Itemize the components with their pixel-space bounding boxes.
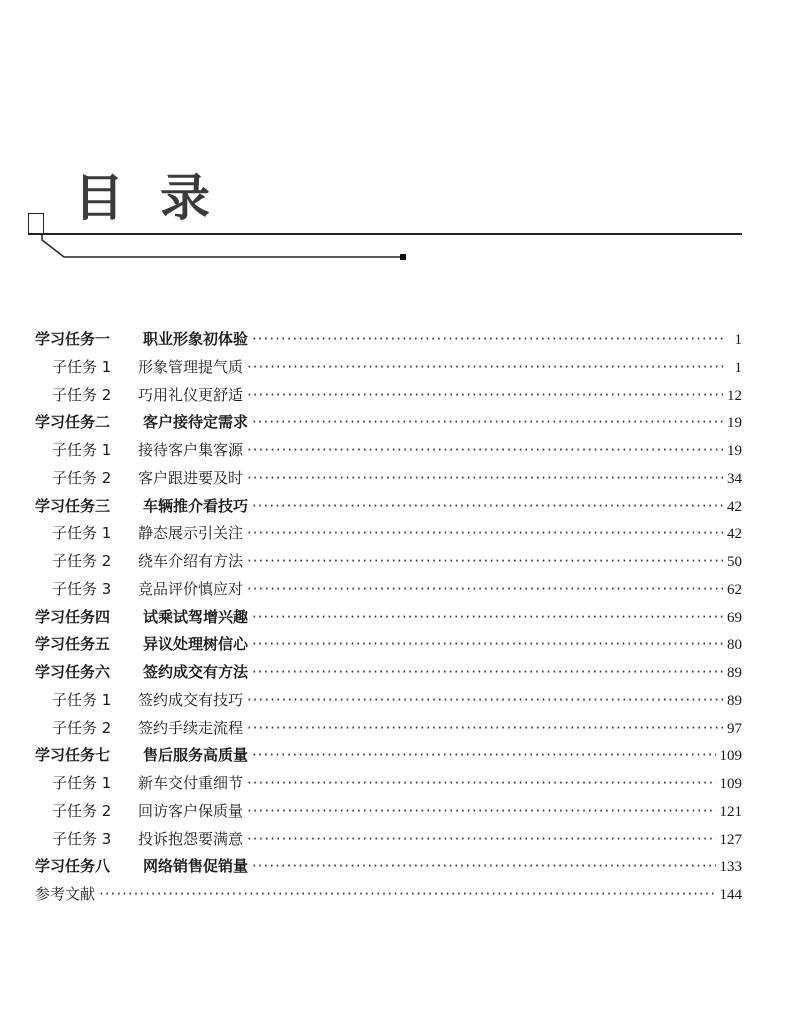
dot-leader xyxy=(252,326,726,354)
entry-page-number: 50 xyxy=(727,554,742,570)
entry-label: 子任务 2 xyxy=(52,718,112,737)
entry-title: 职业形象初体验 xyxy=(143,330,249,348)
entry-page-number: 109 xyxy=(719,776,742,792)
entry-title: 异议处理树信心 xyxy=(143,635,249,654)
entry-label: 学习任务五 xyxy=(35,635,111,654)
dot-leader xyxy=(247,770,715,798)
entry-title: 签约成交有方法 xyxy=(143,663,249,681)
entry-title: 新车交付重细节 xyxy=(138,774,244,792)
entry-label: 学习任务四 xyxy=(35,607,111,626)
toc-entry[interactable] xyxy=(35,465,742,493)
entry-page-number: 19 xyxy=(727,443,742,459)
dot-leader xyxy=(252,742,715,770)
dot-leader xyxy=(247,520,723,548)
entry-label: 参考文献 xyxy=(35,885,96,903)
toc-entry[interactable] xyxy=(35,382,742,410)
entry-page-number: 144 xyxy=(719,887,742,903)
entry-title: 签约成交有技巧 xyxy=(138,690,244,709)
entry-title: 竞品评价慎应对 xyxy=(138,579,244,598)
dot-leader xyxy=(247,715,723,743)
toc-entry[interactable] xyxy=(35,687,742,715)
entry-page-number: 1 xyxy=(734,359,742,376)
entry-label: 子任务 2 xyxy=(52,801,112,820)
dot-leader xyxy=(247,826,715,854)
toc-entry[interactable] xyxy=(35,548,742,576)
entry-page-number: 121 xyxy=(719,803,742,820)
entry-label: 子任务 1 xyxy=(52,774,112,792)
dot-leader xyxy=(252,409,723,437)
entry-page-number: 89 xyxy=(727,665,742,681)
dot-leader xyxy=(247,687,723,715)
dot-leader xyxy=(247,465,723,493)
dot-leader xyxy=(252,631,723,659)
toc-entry[interactable] xyxy=(35,798,742,826)
entry-label: 子任务 1 xyxy=(52,690,112,709)
table-of-contents xyxy=(35,326,742,909)
toc-entry[interactable] xyxy=(35,742,742,770)
entry-label: 子任务 3 xyxy=(52,579,112,598)
dot-leader xyxy=(247,437,723,465)
entry-title: 投诉抱怨要满意 xyxy=(138,829,244,848)
entry-label: 子任务 2 xyxy=(52,385,112,404)
entry-page-number: 97 xyxy=(727,720,742,737)
entry-label: 子任务 3 xyxy=(52,829,112,848)
toc-entry[interactable] xyxy=(35,770,742,798)
toc-entry[interactable] xyxy=(35,576,742,604)
dot-leader xyxy=(247,382,723,410)
entry-page-number: 127 xyxy=(719,831,742,848)
entry-page-number: 12 xyxy=(727,387,742,404)
entry-title: 客户接待定需求 xyxy=(143,413,249,432)
entry-label: 子任务 1 xyxy=(52,441,112,459)
toc-entry[interactable] xyxy=(35,853,742,881)
decorative-connector-line xyxy=(0,0,790,280)
toc-entry[interactable] xyxy=(35,715,742,743)
toc-entry[interactable] xyxy=(35,354,742,382)
dot-leader xyxy=(247,354,726,382)
entry-title: 形象管理提气质 xyxy=(138,357,244,376)
entry-title: 签约手续走流程 xyxy=(138,718,244,737)
entry-page-number: 42 xyxy=(727,526,742,543)
dot-leader xyxy=(247,576,723,604)
entry-page-number: 89 xyxy=(727,692,742,709)
entry-label: 子任务 1 xyxy=(52,524,112,543)
dot-leader xyxy=(252,659,723,687)
entry-label: 学习任务八 xyxy=(35,857,111,876)
entry-title: 巧用礼仪更舒适 xyxy=(138,385,244,404)
toc-entry[interactable] xyxy=(35,520,742,548)
entry-page-number: 34 xyxy=(727,470,742,487)
toc-entry[interactable] xyxy=(35,604,742,632)
entry-label: 子任务 1 xyxy=(52,357,112,376)
toc-entry[interactable] xyxy=(35,409,742,437)
dot-leader xyxy=(252,853,715,881)
entry-title: 网络销售促销量 xyxy=(143,857,249,876)
entry-page-number: 1 xyxy=(734,332,742,348)
dot-leader xyxy=(247,798,715,826)
toc-entry[interactable] xyxy=(35,659,742,687)
entry-title: 静态展示引关注 xyxy=(138,524,244,543)
entry-label: 学习任务一 xyxy=(35,330,111,348)
dot-leader xyxy=(247,548,723,576)
toc-entry[interactable] xyxy=(35,493,742,521)
entry-page-number: 62 xyxy=(727,581,742,598)
entry-page-number: 80 xyxy=(727,637,742,654)
entry-title: 接待客户集客源 xyxy=(138,441,244,459)
entry-label: 子任务 2 xyxy=(52,552,112,570)
dot-leader xyxy=(252,604,723,632)
entry-page-number: 19 xyxy=(727,415,742,432)
entry-title: 售后服务高质量 xyxy=(143,746,249,765)
toc-entry[interactable] xyxy=(35,826,742,854)
entry-page-number: 69 xyxy=(727,609,742,626)
toc-entry[interactable] xyxy=(35,437,742,465)
entry-label: 子任务 2 xyxy=(52,468,112,487)
entry-title: 回访客户保质量 xyxy=(138,801,244,820)
toc-entry[interactable] xyxy=(35,881,742,909)
entry-label: 学习任务七 xyxy=(35,746,111,765)
entry-page-number: 42 xyxy=(727,498,742,515)
toc-entry[interactable] xyxy=(35,631,742,659)
entry-title: 绕车介绍有方法 xyxy=(138,552,244,570)
toc-entry[interactable] xyxy=(35,326,742,354)
entry-label: 学习任务二 xyxy=(35,413,111,432)
entry-page-number: 109 xyxy=(719,748,742,765)
entry-title: 车辆推介看技巧 xyxy=(143,496,249,515)
entry-title: 客户跟进要及时 xyxy=(138,468,244,487)
page-title: 目录 xyxy=(74,169,246,227)
entry-label: 学习任务六 xyxy=(35,663,111,681)
entry-label: 学习任务三 xyxy=(35,496,111,515)
dot-leader xyxy=(252,493,723,521)
entry-page-number: 133 xyxy=(719,859,742,876)
entry-title: 试乘试驾增兴趣 xyxy=(143,607,249,626)
dot-leader xyxy=(99,881,715,909)
